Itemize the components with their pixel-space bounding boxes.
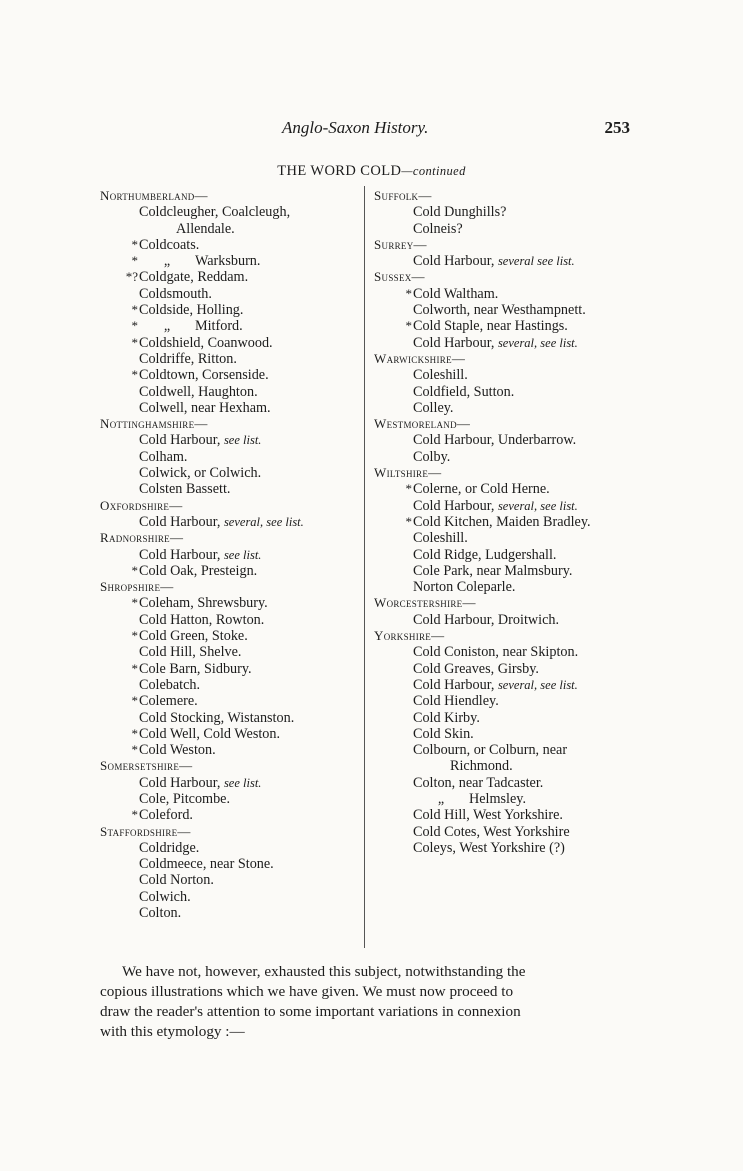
place-entry (374, 726, 644, 742)
county-heading: Sussex— (374, 269, 425, 285)
place-name: Coleshill. (413, 367, 468, 384)
place-entry (100, 432, 360, 448)
county-block (374, 237, 644, 270)
place-entry (100, 726, 360, 742)
place-name: Colwich. (139, 888, 191, 905)
place-entry (100, 644, 360, 660)
place-entry (100, 318, 360, 334)
county-block (374, 188, 644, 237)
county-heading: Shropshire— (100, 579, 174, 595)
place-entry (374, 302, 644, 318)
place-name: Cold Hill, West Yorkshire. (413, 807, 563, 824)
place-entry (100, 547, 360, 563)
paragraph-line: copious illustrations which we have given. We must now proceed to (100, 983, 514, 1000)
place-name: Colby. (413, 448, 451, 465)
place-name: Coldcoats. (139, 236, 200, 253)
county-heading: Warwickshire— (374, 350, 466, 366)
place-entry (100, 661, 360, 677)
place-name: Norton Coleparle. (413, 579, 516, 596)
place-entry (374, 677, 644, 693)
place-entry (374, 742, 644, 758)
county-block (100, 188, 360, 416)
place-entry (374, 644, 644, 660)
place-entry (374, 449, 644, 465)
place-name: Coleys, West Yorkshire (?) (413, 839, 565, 856)
place-entry (374, 563, 644, 579)
county-heading: Radnorshire— (100, 530, 184, 546)
place-entry (374, 400, 644, 416)
asterisk-mark: * (131, 628, 138, 644)
place-entry (100, 872, 360, 888)
county-block (374, 416, 644, 465)
place-entry (100, 367, 360, 383)
county-heading: Worcestershire— (374, 595, 476, 611)
running-title: Anglo-Saxon History. (282, 118, 429, 137)
place-entry (374, 840, 644, 856)
county-block (100, 416, 360, 497)
place-name: Coldcleugher, Coalcleugh, (139, 204, 291, 221)
county-block (100, 758, 360, 823)
county-heading: Nottinghamshire— (100, 416, 208, 432)
place-name: Colerne, or Cold Herne. (413, 481, 550, 498)
place-name: Colbourn, or Colburn, near (413, 742, 568, 759)
body-paragraph (100, 962, 634, 1042)
place-name: Coleshill. (413, 530, 468, 547)
paragraph-line: with this etymology :— (100, 1023, 245, 1040)
place-entry (374, 432, 644, 448)
county-heading: Somersetshire— (100, 758, 193, 774)
county-heading: Oxfordshire— (100, 497, 183, 513)
reference-note: several see list. (497, 254, 575, 269)
place-entry (374, 579, 644, 595)
place-entry (374, 710, 644, 726)
place-name: Cold Greaves, Girsby. (413, 660, 539, 677)
place-name: Cold Hiendley. (413, 693, 499, 710)
place-entry (100, 351, 360, 367)
place-entry (374, 775, 644, 791)
county-block (100, 530, 360, 579)
place-name: Cold Green, Stoke. (139, 628, 248, 645)
asterisk-mark: *? (125, 269, 138, 285)
place-entry (100, 237, 360, 253)
asterisk-mark: * (131, 660, 138, 676)
place-entry (374, 204, 644, 220)
section-heading (0, 163, 743, 180)
place-name: Helmsley. (469, 790, 526, 807)
reference-note: several, see list. (223, 514, 304, 529)
place-entry (374, 318, 644, 334)
place-entry (100, 514, 360, 530)
place-entry (100, 481, 360, 497)
county-heading: Suffolk— (374, 188, 432, 203)
place-name: Cold Hatton, Rowton. (139, 611, 265, 628)
place-entry (374, 384, 644, 400)
reference-note: several, see list. (497, 677, 578, 692)
page-number: 253 (604, 118, 630, 137)
place-entry (100, 612, 360, 628)
place-name: Coldsmouth. (139, 285, 212, 302)
place-entry (374, 547, 644, 563)
asterisk-mark: * (131, 367, 138, 383)
reference-note: see list. (223, 433, 262, 448)
asterisk-mark: * (131, 693, 138, 709)
county-heading: Staffordshire— (100, 823, 191, 839)
left-column (100, 188, 360, 921)
place-entry (100, 269, 360, 285)
place-name: Cold Harbour, (413, 334, 498, 351)
reference-note: see list. (223, 547, 262, 562)
place-entry (374, 807, 644, 823)
place-name: Cold Harbour, (139, 513, 224, 530)
place-name: Mitford. (195, 318, 243, 335)
place-entry-continuation: Allendale. (176, 220, 235, 237)
asterisk-mark: * (405, 318, 412, 334)
county-heading: Northumberland— (100, 188, 208, 203)
place-name: Cold Skin. (413, 725, 474, 742)
place-name: Cold Harbour, (413, 253, 498, 270)
place-name: Cold Harbour, (413, 497, 498, 514)
asterisk-mark: * (131, 807, 138, 823)
paragraph-line: We have not, however, exhausted this subject, notwithstanding the (122, 963, 526, 980)
county-block (374, 351, 644, 416)
place-name: Colton. (139, 905, 182, 922)
county-block (374, 465, 644, 595)
place-name: Colham. (139, 448, 188, 465)
place-name: Warksburn. (195, 253, 261, 270)
place-name: Cold Norton. (139, 872, 214, 889)
place-entry (374, 530, 644, 546)
place-entry (100, 302, 360, 318)
county-block (374, 628, 644, 856)
place-entry (100, 840, 360, 856)
place-name: Cold Staple, near Hastings. (413, 318, 568, 335)
place-name: Coldwell, Haughton. (139, 383, 258, 400)
place-name: Colworth, near Westhampnett. (413, 302, 586, 319)
place-entry (100, 905, 360, 921)
place-name: Colley. (413, 399, 454, 416)
county-heading: Surrey— (374, 236, 427, 252)
place-name: Cold Stocking, Wistanston. (139, 709, 295, 726)
place-entry (374, 498, 644, 514)
place-entry (100, 465, 360, 481)
right-column (374, 188, 644, 856)
place-entry (100, 856, 360, 872)
county-block (374, 595, 644, 628)
place-name: Coldmeece, near Stone. (139, 856, 274, 873)
place-name: Cold Harbour, (139, 546, 224, 563)
place-entry (374, 481, 644, 497)
place-entry (100, 286, 360, 302)
place-name: Colton, near Tadcaster. (413, 774, 544, 791)
place-name: Cold Harbour, (139, 774, 224, 791)
running-head (100, 118, 630, 140)
place-entry (100, 253, 360, 269)
place-entry (100, 595, 360, 611)
place-name: Coldfield, Sutton. (413, 383, 515, 400)
ditto-mark: „ (437, 790, 445, 807)
place-name: Colemere. (139, 693, 198, 710)
place-name: Coleford. (139, 807, 193, 824)
place-name: Cole Park, near Malmsbury. (413, 562, 573, 579)
place-entry (374, 661, 644, 677)
place-name: Coldridge. (139, 839, 200, 856)
place-name: Coldriffe, Ritton. (139, 350, 237, 367)
place-entry-continuation: Richmond. (450, 758, 513, 775)
place-entry (100, 742, 360, 758)
place-name: Cold Kirby. (413, 709, 480, 726)
place-name: Colneis? (413, 220, 463, 237)
asterisk-mark: * (131, 236, 138, 252)
place-entry (374, 221, 644, 237)
place-name: Cold Harbour, (139, 432, 224, 449)
asterisk-mark: * (131, 302, 138, 318)
place-name: Coldside, Holling. (139, 302, 244, 319)
county-heading: Wiltshire— (374, 465, 442, 481)
place-entry (374, 612, 644, 628)
place-name: Colwell, near Hexham. (139, 399, 271, 416)
place-entry (100, 791, 360, 807)
place-name: Cold Coniston, near Skipton. (413, 644, 579, 661)
county-block (374, 269, 644, 350)
place-name: Cold Harbour, Underbarrow. (413, 432, 577, 449)
place-entry (374, 693, 644, 709)
place-name: Cole, Pitcombe. (139, 790, 231, 807)
place-entry (100, 400, 360, 416)
asterisk-mark: * (405, 481, 412, 497)
asterisk-mark: * (405, 285, 412, 301)
county-block (100, 579, 360, 758)
place-name: Cold Ridge, Ludgershall. (413, 546, 557, 563)
asterisk-mark: * (131, 334, 138, 350)
place-entry (374, 335, 644, 351)
place-name: Cold Dunghills? (413, 204, 507, 221)
place-name: Cold Well, Cold Weston. (139, 725, 281, 742)
column-divider (364, 186, 365, 948)
place-name: Coleham, Shrewsbury. (139, 595, 268, 612)
county-block (100, 824, 360, 922)
place-name: Coldtown, Corsenside. (139, 367, 269, 384)
place-entry (374, 791, 644, 807)
place-entry (374, 824, 644, 840)
place-entry (374, 253, 644, 269)
place-entry (100, 710, 360, 726)
place-entry (100, 693, 360, 709)
reference-note: see list. (223, 775, 262, 790)
place-name: Colwick, or Colwich. (139, 465, 262, 482)
place-name: Colebatch. (139, 676, 201, 693)
place-entry (100, 384, 360, 400)
place-name: Cold Harbour, (413, 676, 498, 693)
paragraph-line: draw the reader's attention to some important variations in connexion (100, 1003, 521, 1020)
asterisk-mark: * (131, 318, 138, 334)
reference-note: several, see list. (497, 498, 578, 513)
place-name: Cold Hill, Shelve. (139, 644, 242, 661)
place-name: Cole Barn, Sidbury. (139, 660, 252, 677)
place-entry (100, 807, 360, 823)
section-title: THE WORD COLD (277, 163, 402, 179)
place-entry (100, 449, 360, 465)
asterisk-mark: * (131, 595, 138, 611)
place-name: Cold Harbour, Droitwich. (413, 611, 560, 628)
place-name: Cold Oak, Presteign. (139, 562, 258, 579)
place-entry (100, 628, 360, 644)
place-entry (374, 514, 644, 530)
county-heading: Yorkshire— (374, 628, 445, 644)
reference-note: several, see list. (497, 335, 578, 350)
place-name: Cold Weston. (139, 742, 216, 759)
place-name: Coldshield, Coanwood. (139, 334, 273, 351)
asterisk-mark: * (131, 253, 138, 269)
ditto-mark: „ (163, 253, 171, 270)
place-entry (100, 335, 360, 351)
place-entry (100, 889, 360, 905)
place-name: Coldgate, Reddam. (139, 269, 249, 286)
place-name: Cold Waltham. (413, 285, 499, 302)
place-entry (100, 775, 360, 791)
place-entry (100, 204, 360, 220)
place-entry (100, 677, 360, 693)
county-block (100, 498, 360, 531)
ditto-mark: „ (163, 318, 171, 335)
asterisk-mark: * (131, 562, 138, 578)
asterisk-mark: * (405, 513, 412, 529)
asterisk-mark: * (131, 742, 138, 758)
place-entry (100, 563, 360, 579)
place-name: Cold Cotes, West Yorkshire (413, 823, 570, 840)
place-name: Colsten Bassett. (139, 481, 231, 498)
place-name: Cold Kitchen, Maiden Bradley. (413, 513, 591, 530)
section-continued: —continued (401, 164, 466, 178)
asterisk-mark: * (131, 725, 138, 741)
county-heading: Westmoreland— (374, 416, 471, 432)
place-entry (374, 286, 644, 302)
place-entry (374, 367, 644, 383)
